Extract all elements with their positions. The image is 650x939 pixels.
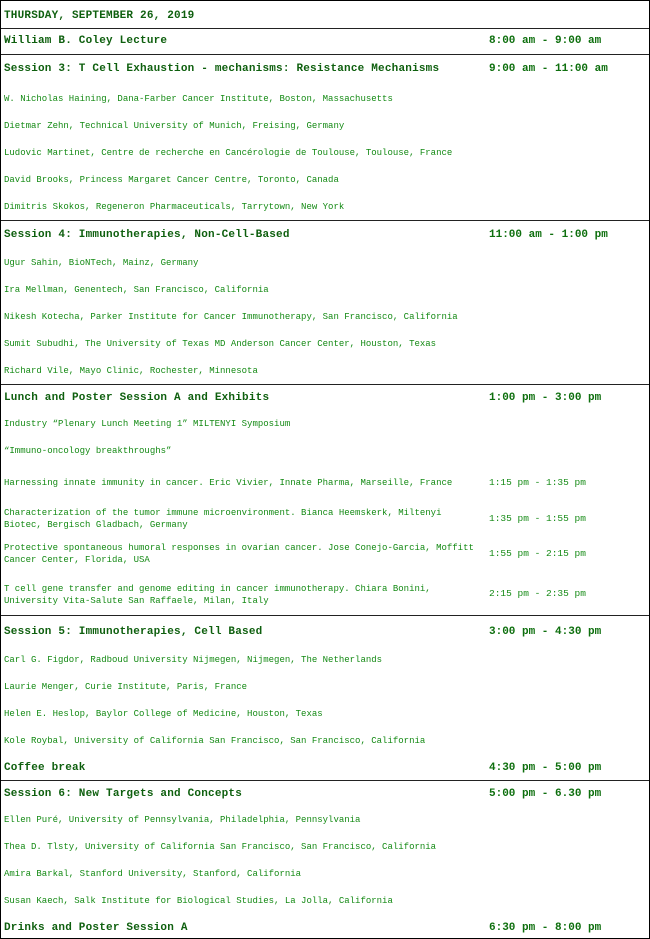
session-title: Coffee break bbox=[4, 762, 86, 774]
divider bbox=[1, 615, 649, 616]
speaker-item: Amira Barkal, Stanford University, Stanford, California bbox=[4, 869, 302, 879]
speaker-item: Thea D. Tlsty, University of California San Francisco, San Francisco, California bbox=[4, 842, 437, 852]
talk-time: 1:15 pm - 1:35 pm bbox=[489, 477, 586, 488]
divider bbox=[1, 54, 649, 55]
speaker-item: W. Nicholas Haining, Dana-Farber Cancer Institute, Boston, Massachusetts bbox=[4, 94, 393, 104]
speaker-item: Kole Roybal, University of California San Francisco, San Francisco, California bbox=[4, 736, 426, 746]
day-title: THURSDAY, SEPTEMBER 26, 2019 bbox=[4, 10, 195, 22]
talk-item: Harnessing innate immunity in cancer. Eric Vivier, Innate Pharma, Marseille, France bbox=[4, 478, 453, 488]
divider bbox=[1, 780, 649, 781]
speaker-item: Ellen Puré, University of Pennsylvania, Philadelphia, Pennsylvania bbox=[4, 815, 361, 825]
speaker-item: Helen E. Heslop, Baylor College of Medicine, Houston, Texas bbox=[4, 709, 323, 719]
speaker-item: Ira Mellman, Genentech, San Francisco, California bbox=[4, 285, 269, 295]
divider bbox=[1, 28, 649, 29]
talk-time: 2:15 pm - 2:35 pm bbox=[489, 588, 586, 599]
divider bbox=[1, 220, 649, 221]
speaker-item: David Brooks, Princess Margaret Cancer Centre, Toronto, Canada bbox=[4, 175, 339, 185]
session-time: 1:00 pm - 3:00 pm bbox=[489, 392, 602, 404]
speaker-item: Ugur Sahin, BioNTech, Mainz, Germany bbox=[4, 258, 199, 268]
session-title: Session 4: Immunotherapies, Non-Cell-Based bbox=[4, 229, 290, 241]
session-time: 6:30 pm - 8:00 pm bbox=[489, 922, 602, 934]
talk-time: 1:35 pm - 1:55 pm bbox=[489, 513, 586, 524]
session-title: William B. Coley Lecture bbox=[4, 35, 168, 47]
speaker-item: Laurie Menger, Curie Institute, Paris, France bbox=[4, 682, 248, 692]
talk-item: Characterization of the tumor immune microenvironment. Bianca Heemskerk, Miltenyi Biotec, Bergisch Gladbach, Germany bbox=[4, 508, 442, 530]
session-title: Lunch and Poster Session A and Exhibits bbox=[4, 392, 270, 404]
talk-item: T cell gene transfer and genome editing in cancer immunotherapy. Chiara Bonini, University Vita-Salute San Raffaele, Milan, Italy bbox=[4, 584, 431, 606]
session-time: 11:00 am - 1:00 pm bbox=[489, 229, 608, 241]
talk-time: 1:55 pm - 2:15 pm bbox=[489, 548, 586, 559]
speaker-item: Susan Kaech, Salk Institute for Biological Studies, La Jolla, California bbox=[4, 896, 393, 906]
session-time: 5:00 pm - 6.30 pm bbox=[489, 788, 602, 800]
symposium-title: Industry “Plenary Lunch Meeting 1” MILTENYI Symposium bbox=[4, 419, 291, 429]
divider bbox=[1, 384, 649, 385]
talk-item: Protective spontaneous humoral responses in ovarian cancer. Jose Conejo-Garcia, Moffitt Cancer Center, Florida, USA bbox=[4, 543, 474, 565]
session-time: 8:00 am - 9:00 am bbox=[489, 35, 602, 47]
session-title: Session 6: New Targets and Concepts bbox=[4, 788, 243, 800]
speaker-item: Richard Vile, Mayo Clinic, Rochester, Minnesota bbox=[4, 366, 258, 376]
session-title: Drinks and Poster Session A bbox=[4, 922, 188, 934]
symposium-subtitle: “Immuno-oncology breakthroughs” bbox=[4, 446, 172, 456]
session-title: Session 3: T Cell Exhaustion - mechanisms: Resistance Mechanisms bbox=[4, 63, 440, 75]
speaker-item: Ludovic Martinet, Centre de recherche en Cancérologie de Toulouse, Toulouse, France bbox=[4, 148, 453, 158]
speaker-item: Nikesh Kotecha, Parker Institute for Cancer Immunotherapy, San Francisco, California bbox=[4, 312, 458, 322]
session-time: 3:00 pm - 4:30 pm bbox=[489, 626, 602, 638]
speaker-item: Dietmar Zehn, Technical University of Munich, Freising, Germany bbox=[4, 121, 345, 131]
session-title: Session 5: Immunotherapies, Cell Based bbox=[4, 626, 263, 638]
speaker-item: Dimitris Skokos, Regeneron Pharmaceuticals, Tarrytown, New York bbox=[4, 202, 345, 212]
session-time: 9:00 am - 11:00 am bbox=[489, 63, 608, 75]
session-time: 4:30 pm - 5:00 pm bbox=[489, 762, 602, 774]
speaker-item: Carl G. Figdor, Radboud University Nijmegen, Nijmegen, The Netherlands bbox=[4, 655, 383, 665]
speaker-item: Sumit Subudhi, The University of Texas MD Anderson Cancer Center, Houston, Texas bbox=[4, 339, 437, 349]
